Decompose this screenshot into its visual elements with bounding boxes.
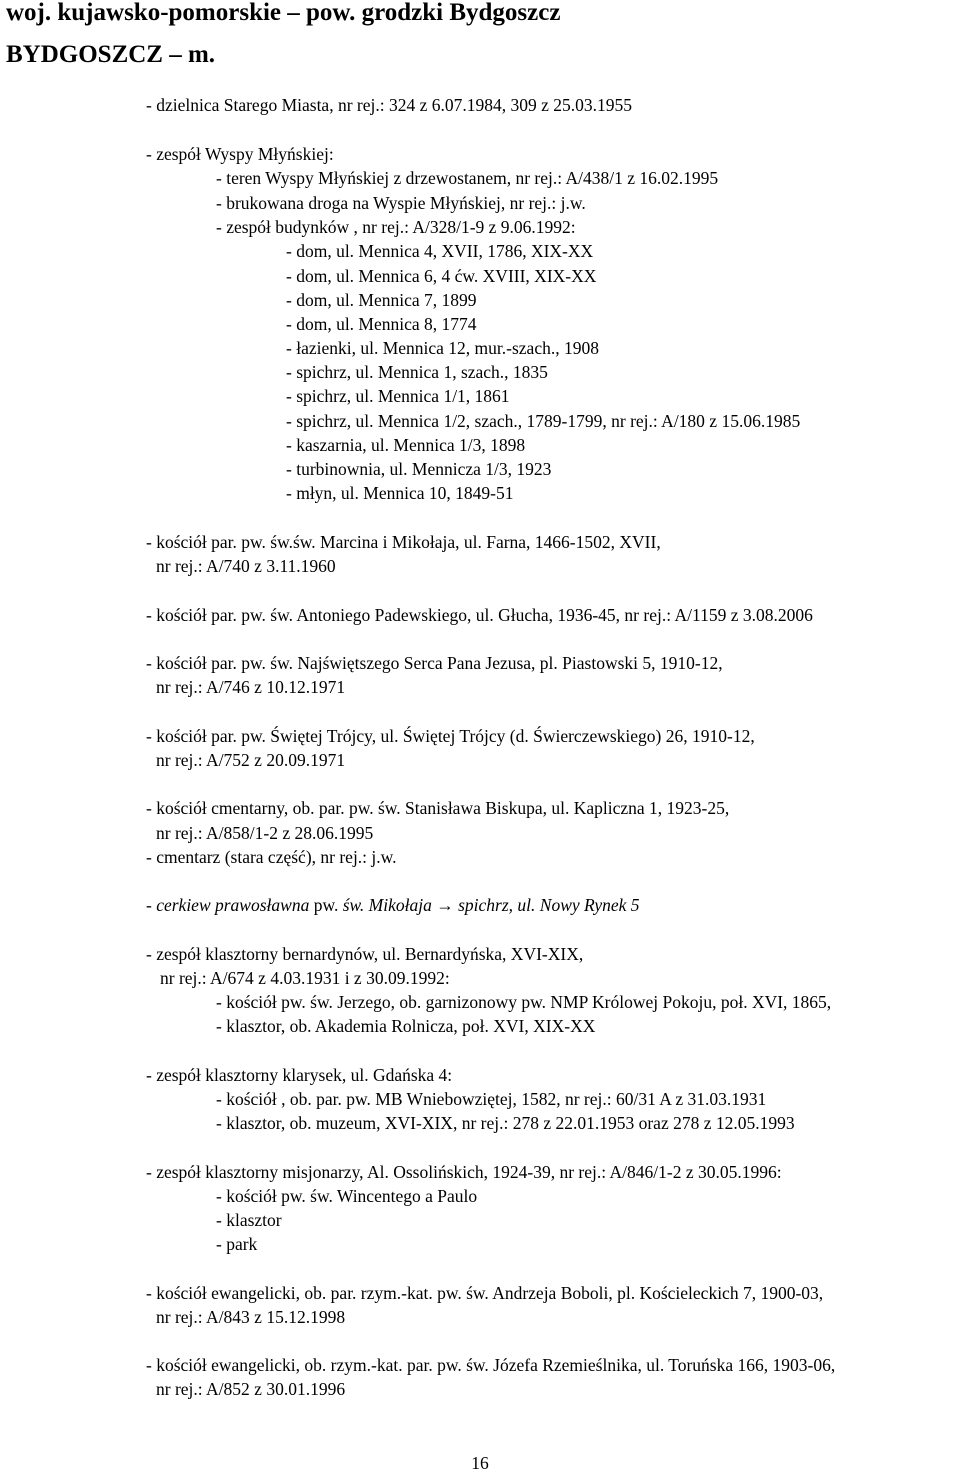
list-item: - łazienki, ul. Mennica 12, mur.-szach., 1908: [286, 338, 599, 358]
list-item: - turbinownia, ul. Mennicza 1/3, 1923: [286, 459, 552, 479]
list-item: - kościół par. pw. św. Antoniego Padewskiego, ul. Głucha, 1936-45, nr rej.: A/1159 z 3.08.2006: [146, 605, 813, 625]
list-item: - spichrz, ul. Mennica 1, szach., 1835: [286, 362, 548, 382]
list-item: - brukowana droga na Wyspie Młyńskiej, nr rej.: j.w.: [216, 193, 586, 213]
list-item: - kościół par. pw. św.św. Marcina i Mikołaja, ul. Farna, 1466-1502, XVII,: [146, 532, 661, 552]
italic-text: - cerkiew prawosławna: [146, 895, 310, 915]
header-city: BYDGOSZCZ – m.: [6, 41, 216, 68]
list-item: - klasztor, ob. Akademia Rolnicza, poł. XVI, XIX-XX: [216, 1016, 596, 1036]
list-item: nr rej.: A/674 z 4.03.1931 i z 30.09.1992:: [160, 968, 450, 988]
list-item: - kościół pw. św. Wincentego a Paulo: [216, 1186, 478, 1206]
header-voivodeship: woj. kujawsko-pomorskie – pow. grodzki Bydgoszcz: [6, 0, 561, 26]
list-item: nr rej.: A/752 z 20.09.1971: [156, 750, 346, 770]
list-item: - zespół budynków , nr rej.: A/328/1-9 z 9.06.1992:: [216, 217, 576, 237]
list-item: - spichrz, ul. Mennica 1/2, szach., 1789-1799, nr rej.: A/180 z 15.06.1985: [286, 411, 801, 431]
list-item: - cmentarz (stara część), nr rej.: j.w.: [146, 847, 397, 867]
list-item: - kościół par. pw. św. Najświętszego Serca Pana Jezusa, pl. Piastowski 5, 1910-12,: [146, 653, 723, 673]
list-item-italic: [146, 894, 640, 916]
list-item: nr rej.: A/740 z 3.11.1960: [156, 556, 336, 576]
list-item: - kościół par. pw. Świętej Trójcy, ul. Świętej Trójcy (d. Świerczewskiego) 26, 1910-12,: [146, 726, 755, 746]
list-item: - młyn, ul. Mennica 10, 1849-51: [286, 483, 514, 503]
list-item: - zespół klasztorny klarysek, ul. Gdańska 4:: [146, 1065, 453, 1085]
list-item: - kaszarnia, ul. Mennica 1/3, 1898: [286, 435, 526, 455]
list-item: - zespół klasztorny bernardynów, ul. Bernardyńska, XVI-XIX,: [146, 944, 584, 964]
list-item: - kościół , ob. par. pw. MB Wniebowziętej, 1582, nr rej.: 60/31 A z 31.03.1931: [216, 1089, 767, 1109]
italic-text: spichrz, ul. Nowy Rynek 5: [458, 895, 640, 915]
list-item: - spichrz, ul. Mennica 1/1, 1861: [286, 386, 510, 406]
page-number: 16: [471, 1453, 489, 1473]
list-item: - dom, ul. Mennica 8, 1774: [286, 314, 477, 334]
list-item: - teren Wyspy Młyńskiej z drzewostanem, nr rej.: A/438/1 z 16.02.1995: [216, 168, 719, 188]
list-item: - dzielnica Starego Miasta, nr rej.: 324 z 6.07.1984, 309 z 25.03.1955: [146, 95, 633, 115]
list-item: - zespół klasztorny misjonarzy, Al. Ossolińskich, 1924-39, nr rej.: A/846/1-2 z 30.05.1996:: [146, 1162, 782, 1182]
list-item: - klasztor, ob. muzeum, XVI-XIX, nr rej.: 278 z 22.01.1953 oraz 278 z 12.05.1993: [216, 1113, 795, 1133]
italic-text: św. Mikołaja: [342, 895, 432, 915]
list-item: nr rej.: A/746 z 10.12.1971: [156, 677, 346, 697]
list-item: nr rej.: A/843 z 15.12.1998: [156, 1307, 346, 1327]
list-item: - park: [216, 1234, 258, 1254]
list-item: - dom, ul. Mennica 6, 4 ćw. XVIII, XIX-XX: [286, 266, 597, 286]
list-item: nr rej.: A/858/1-2 z 28.06.1995: [156, 823, 374, 843]
plain-text: pw.: [309, 895, 343, 915]
list-item: - dom, ul. Mennica 4, XVII, 1786, XIX-XX: [286, 241, 594, 261]
list-item: - klasztor: [216, 1210, 282, 1230]
list-item: - kościół cmentarny, ob. par. pw. św. Stanisława Biskupa, ul. Kapliczna 1, 1923-25,: [146, 798, 730, 818]
list-item: - kościół ewangelicki, ob. rzym.-kat. par. pw. św. Józefa Rzemieślnika, ul. Toruńska 166, 1903-06,: [146, 1355, 836, 1375]
arrow-right-icon: →: [431, 895, 459, 915]
list-item: - zespół Wyspy Młyńskiej:: [146, 144, 334, 164]
list-item: - dom, ul. Mennica 7, 1899: [286, 290, 477, 310]
list-item: nr rej.: A/852 z 30.01.1996: [156, 1379, 346, 1399]
list-item: - kościół ewangelicki, ob. par. rzym.-kat. pw. św. Andrzeja Boboli, pl. Kościeleckich 7, 1900-03,: [146, 1283, 824, 1303]
list-item: - kościół pw. św. Jerzego, ob. garnizonowy pw. NMP Królowej Pokoju, poł. XVI, 1865,: [216, 992, 832, 1012]
